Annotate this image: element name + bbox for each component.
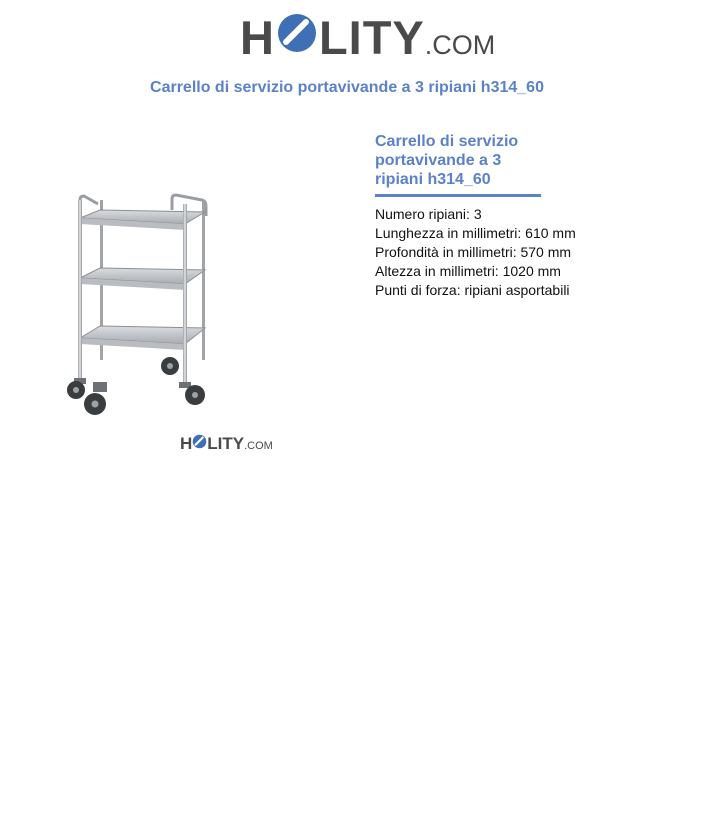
holity-logo-small [180, 434, 273, 452]
logo-o-mark-icon [276, 12, 318, 54]
logo-word: LITY [318, 11, 425, 64]
logo-domain: .COM [424, 30, 496, 60]
spec-item: Lunghezza in millimetri: 610 mm [375, 225, 576, 241]
logo-letter-h: H [240, 11, 275, 64]
spec-item: Altezza in millimetri: 1020 mm [375, 263, 561, 279]
title-underline [375, 194, 541, 197]
holity-logo[interactable] [240, 11, 496, 64]
spec-item: Numero ripiani: 3 [375, 206, 482, 222]
spec-item: Profondità in millimetri: 570 mm [375, 244, 572, 260]
logo-small-domain: .COM [244, 440, 273, 452]
spec-item: Punti di forza: ripiani asportabili [375, 282, 570, 298]
page-title: Carrello di servizio portavivande a 3 ripiani h314_60 [150, 79, 544, 96]
logo-small-o-mark-icon [192, 434, 207, 449]
service-trolley-image [60, 190, 220, 422]
logo-small-word: LITY [207, 434, 245, 453]
product-specs [375, 205, 576, 300]
product-title: Carrello di servizio portavivande a 3 ripiani h314_60 [375, 133, 519, 188]
logo-small-letter-h: H [180, 434, 193, 453]
